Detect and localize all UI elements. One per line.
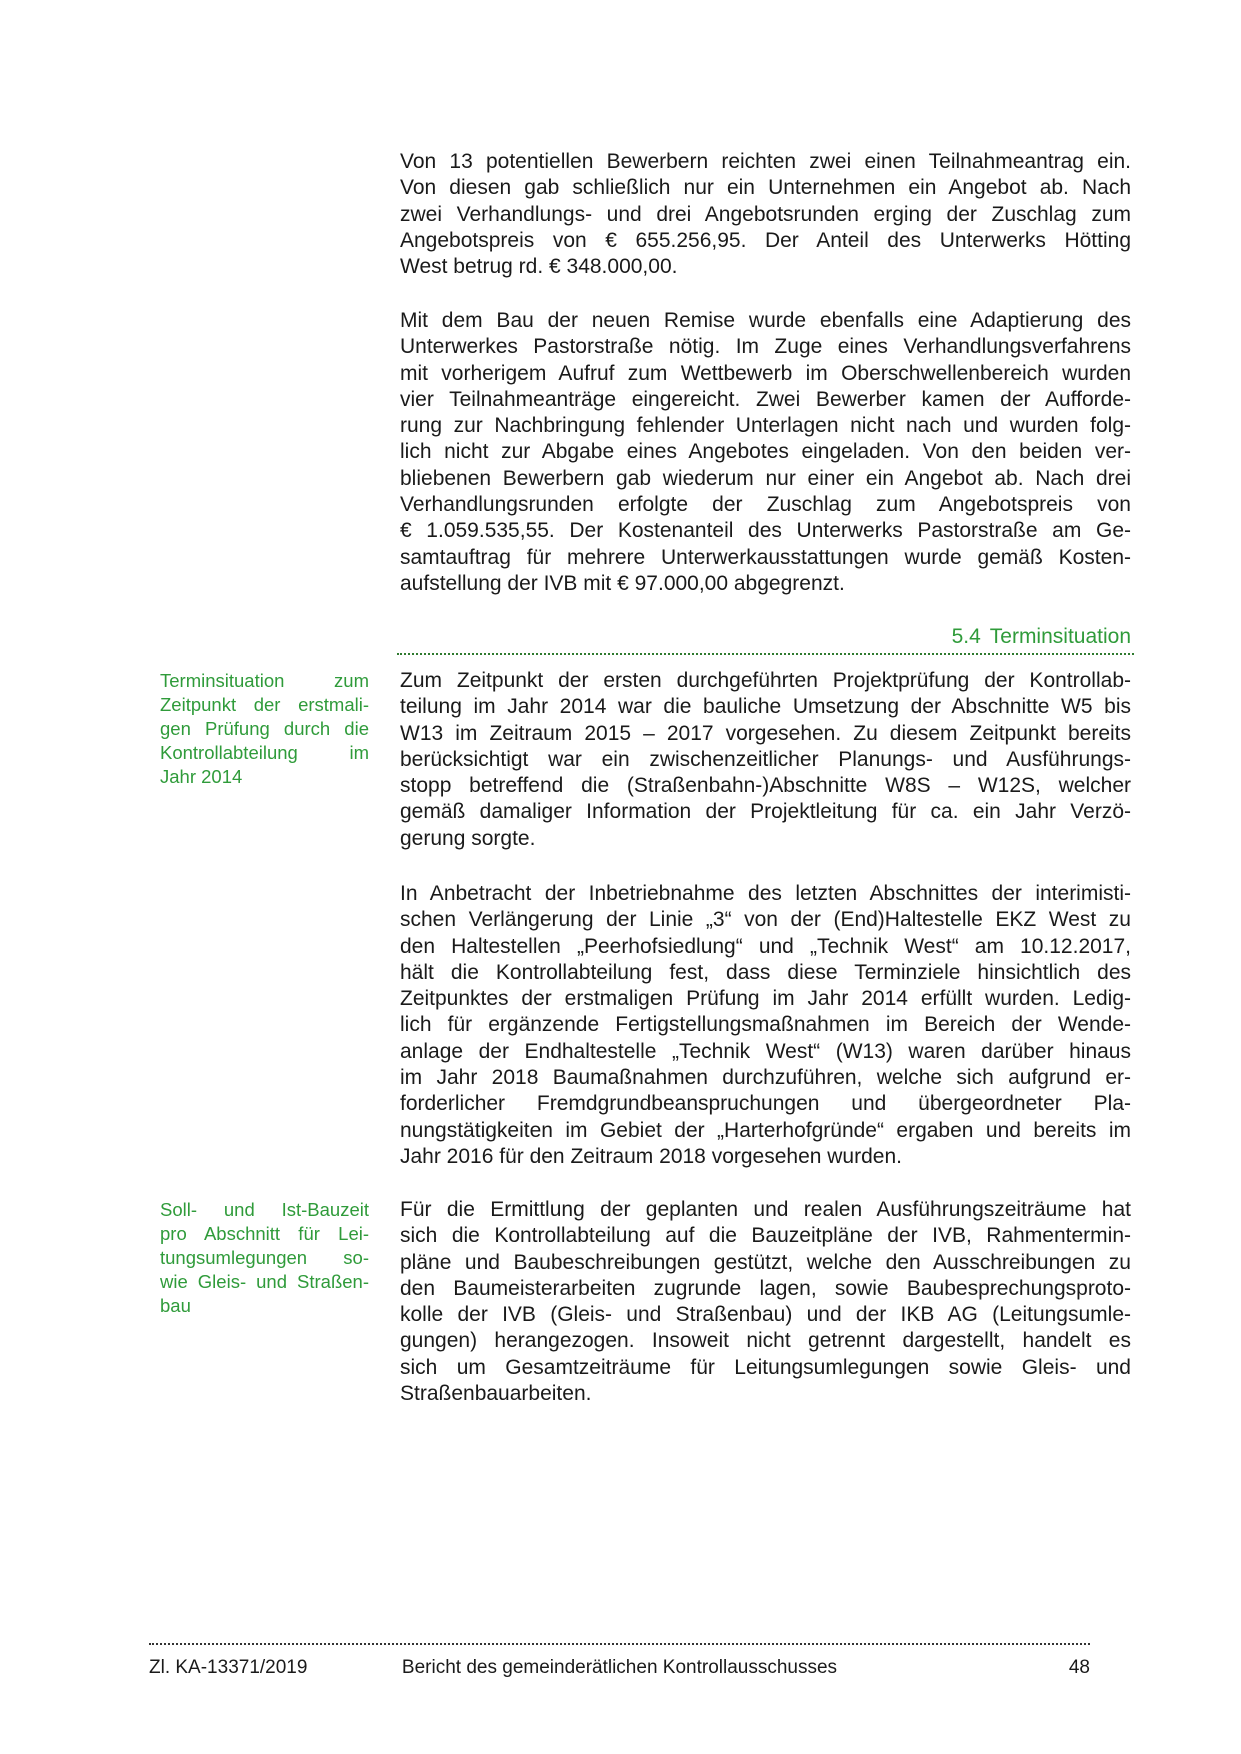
text-line: Für die Ermittlung der geplanten und realen Ausführungszeiträume hat: [400, 1198, 1131, 1221]
text-line: rung zur Nachbringung fehlender Unterlagen nicht nach und wurden folg-: [400, 414, 1131, 438]
text-line: im Jahr 2018 Baumaßnahmen durchzuführen, welche sich aufgrund er-: [400, 1066, 1131, 1090]
text-line: forderlicher Fremdgrundbeanspruchungen und übergeordneter Pla-: [400, 1092, 1131, 1116]
margin-note-1: [160, 669, 369, 789]
text-line: € 1.059.535,55. Der Kostenanteil des Unterwerks Pastorstraße am Ge-: [400, 519, 1131, 543]
text-line: Kontrollabteilung im: [160, 742, 369, 763]
text-line: Terminsituation zum: [160, 670, 369, 691]
text-line: bau: [160, 1295, 191, 1316]
text-line: sich die Kontrollabteilung auf die Bauzeitpläne der IVB, Rahmentermin-: [400, 1224, 1131, 1248]
text-line: pläne und Baubeschreibungen gestützt, welche den Ausschreibungen zu: [400, 1250, 1131, 1274]
footer-reference: Zl. KA-13371/2019: [149, 1657, 308, 1678]
text-line: anlage der Endhaltestelle „Technik West“ (W13) waren darüber hinaus: [400, 1039, 1131, 1063]
text-line: Von 13 potentiellen Bewerbern reichten zwei einen Teilnahmeantrag ein.: [400, 150, 1131, 173]
section-number: 5.4: [951, 625, 981, 648]
body-paragraph-2: [400, 308, 1131, 597]
text-line: Zeitpunkt der erstmali-: [160, 694, 369, 715]
footer-divider: [149, 1643, 1090, 1645]
text-line: stopp betreffend die (Straßenbahn-)Abschnitte W8S – W12S, welcher: [400, 774, 1131, 798]
text-line: Verhandlungsrunden erfolgte der Zuschlag zum Angebotspreis von: [400, 493, 1131, 517]
page-footer: [149, 1656, 1090, 1680]
text-line: teilung im Jahr 2014 war die bauliche Umsetzung der Abschnitte W5 bis: [400, 695, 1131, 719]
text-line: Jahr 2016 für den Zeitraum 2018 vorgesehen wurden.: [400, 1144, 902, 1168]
text-line: Soll- und Ist-Bauzeit: [160, 1199, 369, 1220]
text-line: den Baumeisterarbeiten zugrunde lagen, sowie Baubesprechungsproto-: [400, 1276, 1131, 1300]
text-line: lich für ergänzende Fertigstellungsmaßnahmen im Bereich der Wende-: [400, 1013, 1131, 1037]
page-number: 48: [1068, 1657, 1090, 1678]
text-line: kolle der IVB (Gleis- und Straßenbau) und der IKB AG (Leitungsumle-: [400, 1303, 1131, 1327]
text-line: Angebotspreis von € 655.256,95. Der Anteil des Unterwerks Hötting: [400, 228, 1131, 252]
section-heading: [397, 623, 1131, 651]
text-line: gemäß damaliger Information der Projektleitung für ca. ein Jahr Verzö-: [400, 800, 1131, 824]
text-line: pro Abschnitt für Lei-: [160, 1223, 369, 1244]
text-line: lich nicht zur Abgabe eines Angebotes eingeladen. Von den beiden ver-: [400, 440, 1131, 464]
text-line: sich um Gesamtzeiträume für Leitungsumlegungen sowie Gleis- und: [400, 1355, 1131, 1379]
text-line: gungen) herangezogen. Insoweit nicht getrennt dargestellt, handelt es: [400, 1329, 1131, 1353]
text-line: hält die Kontrollabteilung fest, dass diese Terminziele hinsichtlich des: [400, 960, 1131, 984]
text-line: mit vorherigem Aufruf zum Wettbewerb im Oberschwellenbereich wurden: [400, 361, 1131, 385]
text-line: samtauftrag für mehrere Unterwerkausstattungen wurde gemäß Kosten-: [400, 545, 1131, 569]
text-line: zwei Verhandlungs- und drei Angebotsrunden erging der Zuschlag zum: [400, 202, 1131, 226]
text-line: W13 im Zeitraum 2015 – 2017 vorgesehen. Zu diesem Zeitpunkt bereits: [400, 721, 1131, 745]
text-line: vier Teilnahmeanträge eingereicht. Zwei Bewerber kamen der Aufforde-: [400, 387, 1131, 411]
body-paragraph-4: [400, 881, 1131, 1170]
section-heading-divider: [397, 653, 1134, 655]
text-line: aufstellung der IVB mit € 97.000,00 abgegrenzt.: [400, 571, 845, 595]
text-line: West betrug rd. € 348.000,00.: [400, 255, 678, 279]
text-line: schen Verlängerung der Linie „3“ von der (End)Haltestelle EKZ West zu: [400, 908, 1131, 932]
text-line: nungstätigkeiten im Gebiet der „Harterhofgründe“ ergaben und bereits im: [400, 1118, 1131, 1142]
text-line: Zum Zeitpunkt der ersten durchgeführten Projektprüfung der Kontrollab-: [400, 669, 1131, 692]
text-line: Mit dem Bau der neuen Remise wurde ebenfalls eine Adaptierung des: [400, 309, 1131, 332]
text-line: Zeitpunktes der erstmaligen Prüfung im Jahr 2014 erfüllt wurden. Ledig-: [400, 987, 1131, 1011]
text-line: bliebenen Bewerbern gab wiederum nur einer ein Angebot ab. Nach drei: [400, 466, 1131, 490]
body-paragraph-3: [400, 668, 1131, 852]
margin-note-2: [160, 1198, 369, 1318]
text-line: den Haltestellen „Peerhofsiedlung“ und „Technik West“ am 10.12.2017,: [400, 934, 1131, 958]
text-line: Jahr 2014: [160, 766, 243, 787]
text-line: In Anbetracht der Inbetriebnahme des letzten Abschnittes der interimisti-: [400, 882, 1131, 905]
text-line: tungsumlegungen so-: [160, 1247, 369, 1268]
body-paragraph-5: [400, 1197, 1131, 1407]
text-line: wie Gleis- und Straßen-: [160, 1271, 369, 1292]
text-line: gen Prüfung durch die: [160, 718, 369, 739]
text-line: gerung sorgte.: [400, 826, 536, 850]
section-title: Terminsituation: [989, 625, 1131, 648]
body-paragraph-1: [400, 149, 1131, 280]
text-line: Unterwerkes Pastorstraße nötig. Im Zuge eines Verhandlungsverfahrens: [400, 335, 1131, 359]
text-line: berücksichtigt war ein zwischenzeitlicher Planungs- und Ausführungs-: [400, 747, 1131, 771]
text-line: Straßenbauarbeiten.: [400, 1382, 592, 1406]
footer-title: Bericht des gemeinderätlichen Kontrollausschusses: [401, 1657, 838, 1678]
text-line: Von diesen gab schließlich nur ein Unternehmen ein Angebot ab. Nach: [400, 176, 1131, 200]
